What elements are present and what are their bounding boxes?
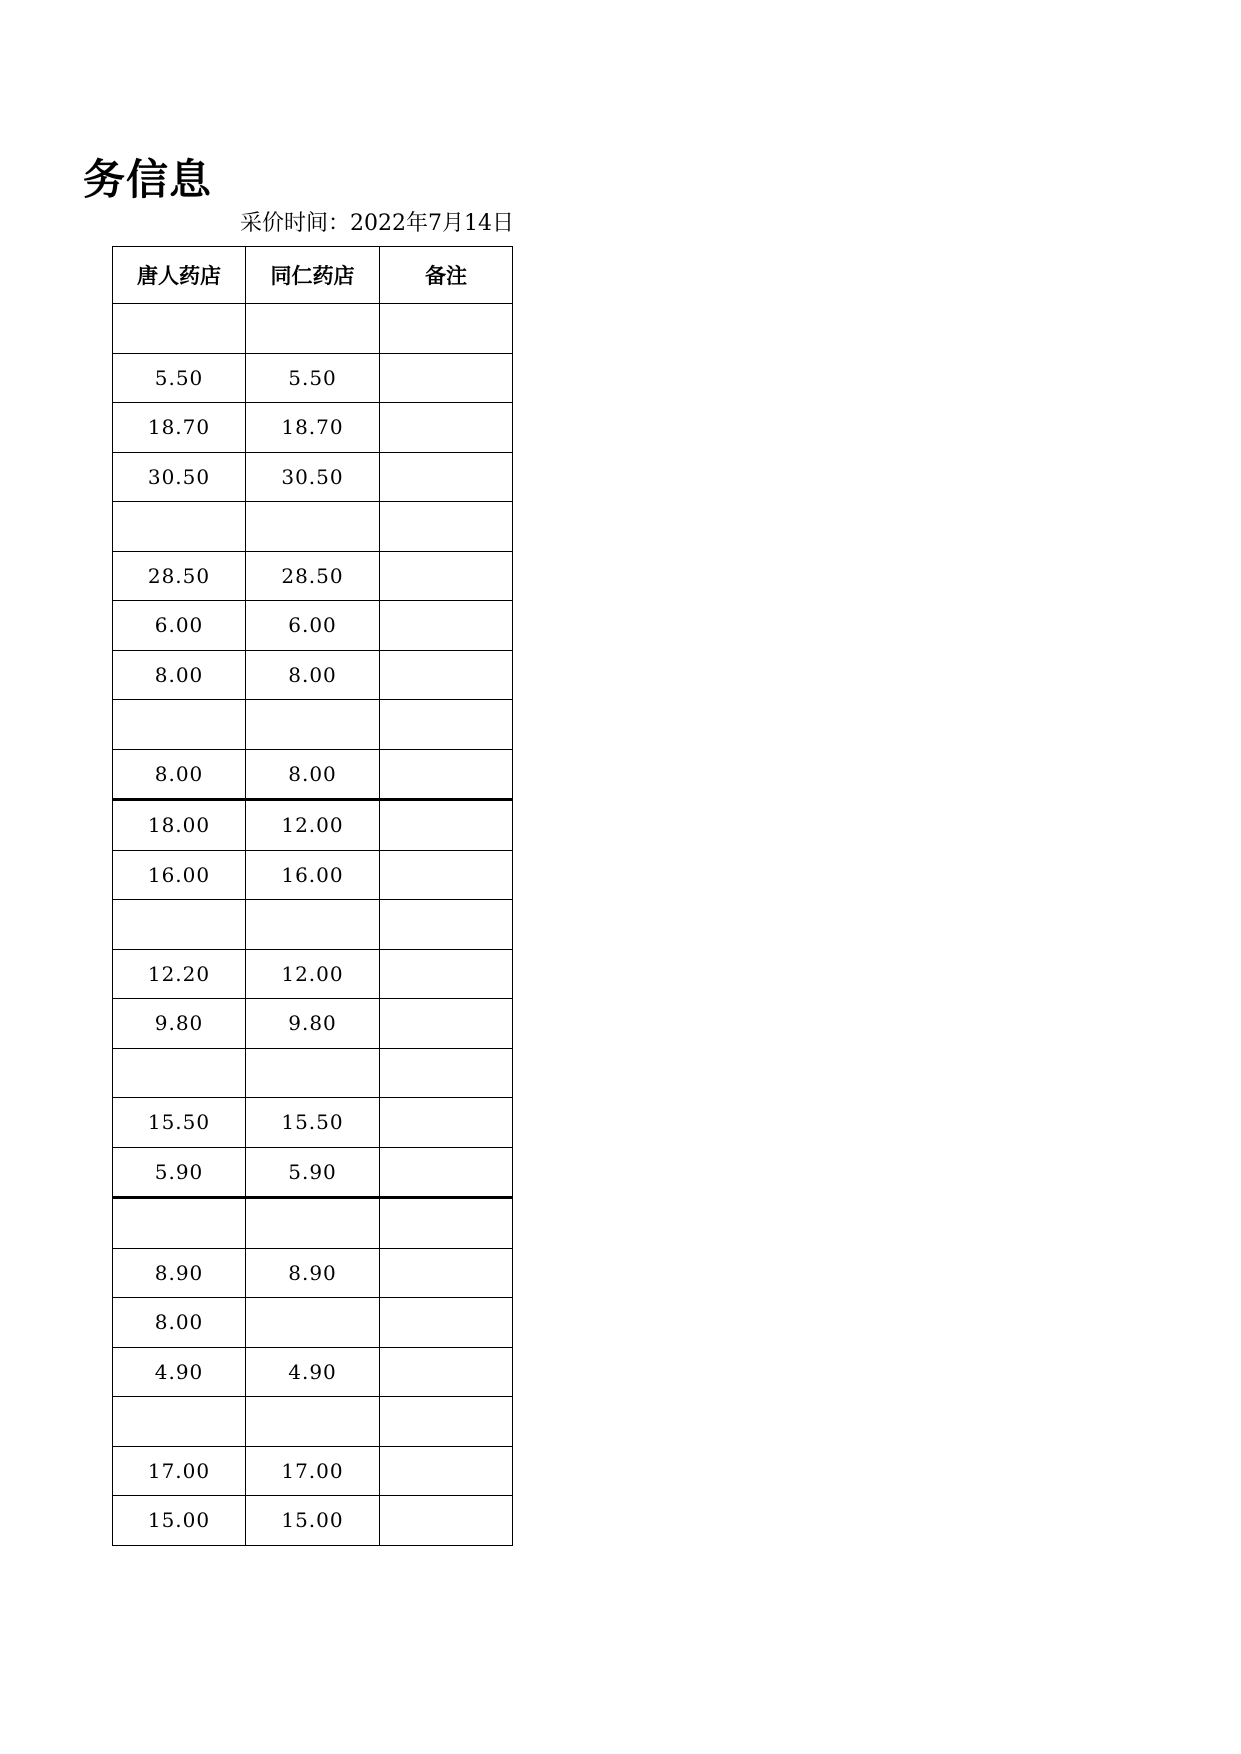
remark-cell	[380, 1397, 513, 1447]
remark-cell	[380, 1198, 513, 1249]
remark-cell	[380, 1446, 513, 1496]
price-cell-tangren	[113, 304, 246, 354]
price-cell-tangren: 6.00	[113, 601, 246, 651]
table-row	[113, 1048, 513, 1098]
table-row	[113, 949, 513, 999]
price-cell-tangren: 16.00	[113, 850, 246, 900]
price-cell-tongren: 18.70	[246, 403, 380, 453]
remark-cell	[380, 502, 513, 552]
remark-cell	[380, 700, 513, 750]
table-row	[113, 1446, 513, 1496]
price-cell-tangren: 30.50	[113, 452, 246, 502]
price-cell-tongren	[246, 900, 380, 950]
remark-cell	[380, 353, 513, 403]
table-row	[113, 1098, 513, 1148]
title-clip	[0, 150, 212, 210]
table-row	[113, 502, 513, 552]
price-cell-tangren: 9.80	[113, 999, 246, 1049]
price-cell-tongren	[246, 1298, 380, 1348]
price-cell-tangren: 8.90	[113, 1248, 246, 1298]
price-date: 采价时间：2022年7月14日	[240, 211, 514, 236]
price-cell-tangren: 8.00	[113, 1298, 246, 1348]
price-cell-tangren: 5.90	[113, 1147, 246, 1198]
price-cell-tongren: 8.00	[246, 749, 380, 800]
table-row	[113, 1248, 513, 1298]
table-row	[113, 700, 513, 750]
remark-cell	[380, 1147, 513, 1198]
price-cell-tongren: 8.90	[246, 1248, 380, 1298]
table-row	[113, 452, 513, 502]
remark-cell	[380, 1496, 513, 1546]
table-row	[113, 749, 513, 800]
price-cell-tangren	[113, 900, 246, 950]
remark-cell	[380, 999, 513, 1049]
price-cell-tangren: 8.00	[113, 749, 246, 800]
price-cell-tongren: 5.90	[246, 1147, 380, 1198]
price-cell-tangren	[113, 1397, 246, 1447]
table-row	[113, 304, 513, 354]
price-cell-tongren: 5.50	[246, 353, 380, 403]
remark-cell	[380, 800, 513, 851]
price-cell-tongren: 28.50	[246, 551, 380, 601]
price-cell-tongren: 12.00	[246, 800, 380, 851]
price-cell-tangren: 28.50	[113, 551, 246, 601]
column-header-tongren: 同仁药店	[246, 247, 380, 304]
price-cell-tongren: 4.90	[246, 1347, 380, 1397]
table-row	[113, 850, 513, 900]
price-cell-tongren: 8.00	[246, 650, 380, 700]
price-cell-tangren: 5.50	[113, 353, 246, 403]
price-cell-tongren: 15.00	[246, 1496, 380, 1546]
price-cell-tangren: 18.00	[113, 800, 246, 851]
table-row	[113, 1496, 513, 1546]
table-row	[113, 601, 513, 651]
price-cell-tangren	[113, 1048, 246, 1098]
table-row	[113, 551, 513, 601]
column-header-tangren: 唐人药店	[113, 247, 246, 304]
price-cell-tongren: 12.00	[246, 949, 380, 999]
remark-cell	[380, 1347, 513, 1397]
remark-cell	[380, 749, 513, 800]
table-row	[113, 1147, 513, 1198]
price-cell-tangren: 8.00	[113, 650, 246, 700]
remark-cell	[380, 304, 513, 354]
price-cell-tangren: 12.20	[113, 949, 246, 999]
remark-cell	[380, 551, 513, 601]
price-cell-tongren	[246, 1198, 380, 1249]
remark-cell	[380, 850, 513, 900]
table-row	[113, 650, 513, 700]
price-cell-tangren: 18.70	[113, 403, 246, 453]
header-row	[113, 247, 513, 304]
table-row	[113, 353, 513, 403]
price-cell-tongren	[246, 502, 380, 552]
remark-cell	[380, 403, 513, 453]
price-cell-tongren: 16.00	[246, 850, 380, 900]
price-cell-tongren	[246, 700, 380, 750]
table-row	[113, 999, 513, 1049]
remark-cell	[380, 650, 513, 700]
price-cell-tangren	[113, 502, 246, 552]
price-cell-tongren	[246, 304, 380, 354]
table-row	[113, 1298, 513, 1348]
column-header-remarks: 备注	[380, 247, 513, 304]
remark-cell	[380, 949, 513, 999]
remark-cell	[380, 601, 513, 651]
table-row	[113, 900, 513, 950]
remark-cell	[380, 1098, 513, 1148]
remark-cell	[380, 1248, 513, 1298]
price-cell-tangren: 17.00	[113, 1446, 246, 1496]
table-row	[113, 1397, 513, 1447]
table-row	[113, 1198, 513, 1249]
price-table	[112, 246, 513, 1546]
remark-cell	[380, 452, 513, 502]
table-row	[113, 403, 513, 453]
price-cell-tangren: 4.90	[113, 1347, 246, 1397]
table-row	[113, 800, 513, 851]
price-cell-tongren: 9.80	[246, 999, 380, 1049]
table-row	[113, 1347, 513, 1397]
price-cell-tangren	[113, 1198, 246, 1249]
price-cell-tongren	[246, 1048, 380, 1098]
price-cell-tangren	[113, 700, 246, 750]
price-cell-tongren: 6.00	[246, 601, 380, 651]
price-cell-tongren	[246, 1397, 380, 1447]
remark-cell	[380, 1048, 513, 1098]
page-title: 务信息	[82, 155, 212, 204]
remark-cell	[380, 1298, 513, 1348]
price-cell-tongren: 30.50	[246, 452, 380, 502]
price-cell-tangren: 15.50	[113, 1098, 246, 1148]
remark-cell	[380, 900, 513, 950]
price-cell-tongren: 15.50	[246, 1098, 380, 1148]
price-cell-tongren: 17.00	[246, 1446, 380, 1496]
price-cell-tangren: 15.00	[113, 1496, 246, 1546]
